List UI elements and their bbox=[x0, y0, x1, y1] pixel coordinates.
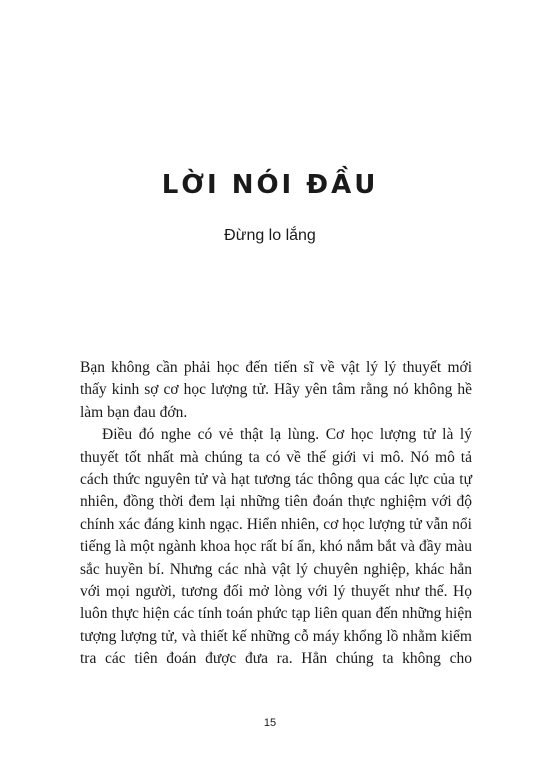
chapter-subtitle: Đừng lo lắng bbox=[224, 227, 316, 244]
paragraph: Bạn không cần phải học đến tiến sĩ về vật lý lý thuyết mới thấy kinh sợ cơ học lượng tử. Hãy yên tâm rằng nó không hề làm bạn đau đớn. bbox=[80, 359, 472, 421]
chapter-title: LỜI NÓI ĐẦU bbox=[161, 170, 379, 200]
body-text bbox=[80, 357, 472, 671]
page-number: 15 bbox=[263, 717, 277, 729]
paragraph: Điều đó nghe có vẻ thật lạ lùng. Cơ học lượng tử là lý thuyết tốt nhất mà chúng ta có về thế giới vi mô. Nó mô tả cách thức nguyên tử và hạt tương tác thông qua các lực của tự nhiên, đồng thời đem lại những tiên đoán thực nghiệm với độ chính xác đáng kinh ngạc. Hiển nhiên, cơ học lượng tử vẫn nổi tiếng là một ngành khoa học rất bí ẩn, khó nắm bắt và đầy màu sắc huyền bí. Nhưng các nhà vật lý chuyên nghiệp, khác hẳn với mọi người, tương đối mở lòng với lý thuyết như thế. Họ luôn thực hiện các tính toán phức tạp liên quan đến những hiện tượng lượng tử, và thiết kế những cỗ máy khổng lồ nhằm kiểm tra các tiên đoán được đưa ra. Hẳn chúng ta không cho bbox=[80, 426, 472, 668]
